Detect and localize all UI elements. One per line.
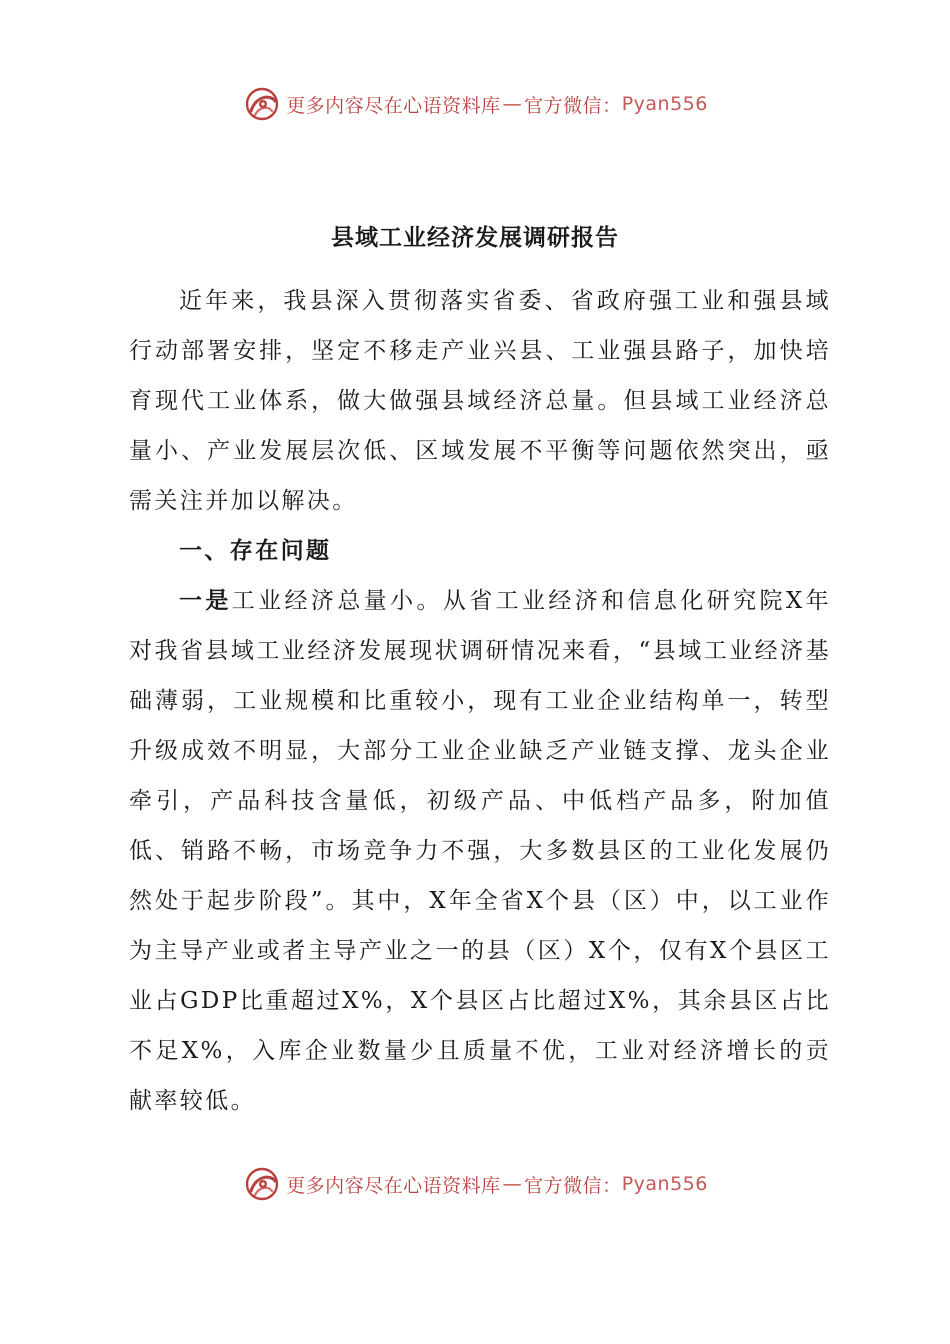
watermark-separator: — (502, 1173, 523, 1195)
point-one-body: 工业经济总量小。从省工业经济和信息化研究院X年对我省县域工业经济发展现状调研情况来看，“县域工业经济基础薄弱，工业规模和比重较小，现有工业企业结构单一，转型升级成效不明显，大部分工业企业缺乏产业链支撑、龙头企业牵引，产品科技含量低，初级产品、中低档产品多，附加值低、销路不畅，市场竞争力不强，大多数县区的工业化发展仍然处于起步阶段”。其中，X年全省X个县（区）中，以工业作为主导产业或者主导产业之一的县（区）X个，仅有X个县区工业占GDP比重超过X%，X个县区占比超过X%，其余县区占比不足X%，入库企业数量少且质量不优，工业对经济增长的贡献率较低。 (129, 588, 831, 1114)
watermark-label: 官方微信： (524, 1174, 622, 1197)
point-one-lead: 一是 (179, 588, 232, 614)
point-one-paragraph (129, 576, 831, 1126)
document-body (129, 276, 831, 1126)
swirl-logo-icon (242, 1164, 282, 1204)
watermark-site-text: 更多内容尽在心语资料库 (286, 1174, 501, 1197)
watermark-separator: — (502, 93, 523, 115)
page-title: 县域工业经济发展调研报告 (331, 225, 619, 252)
intro-paragraph: 近年来，我县深入贯彻落实省委、省政府强工业和强县域行动部署安排，坚定不移走产业兴县、工业强县路子，加快培育现代工业体系，做大做强县域经济总量。但县域工业经济总量小、产业发展层次低、区域发展不平衡等问题依然突出，亟需关注并加以解决。 (129, 288, 831, 514)
watermark-label: 官方微信： (524, 94, 622, 117)
watermark-wechat-id: Pyan556 (621, 93, 708, 115)
footer-watermark (0, 1162, 950, 1206)
watermark-wechat-id: Pyan556 (621, 1173, 708, 1195)
swirl-logo-icon (242, 84, 282, 124)
header-watermark (0, 82, 950, 126)
watermark-site-text: 更多内容尽在心语资料库 (286, 94, 501, 117)
section-heading-problems: 一、存在问题 (179, 538, 332, 564)
